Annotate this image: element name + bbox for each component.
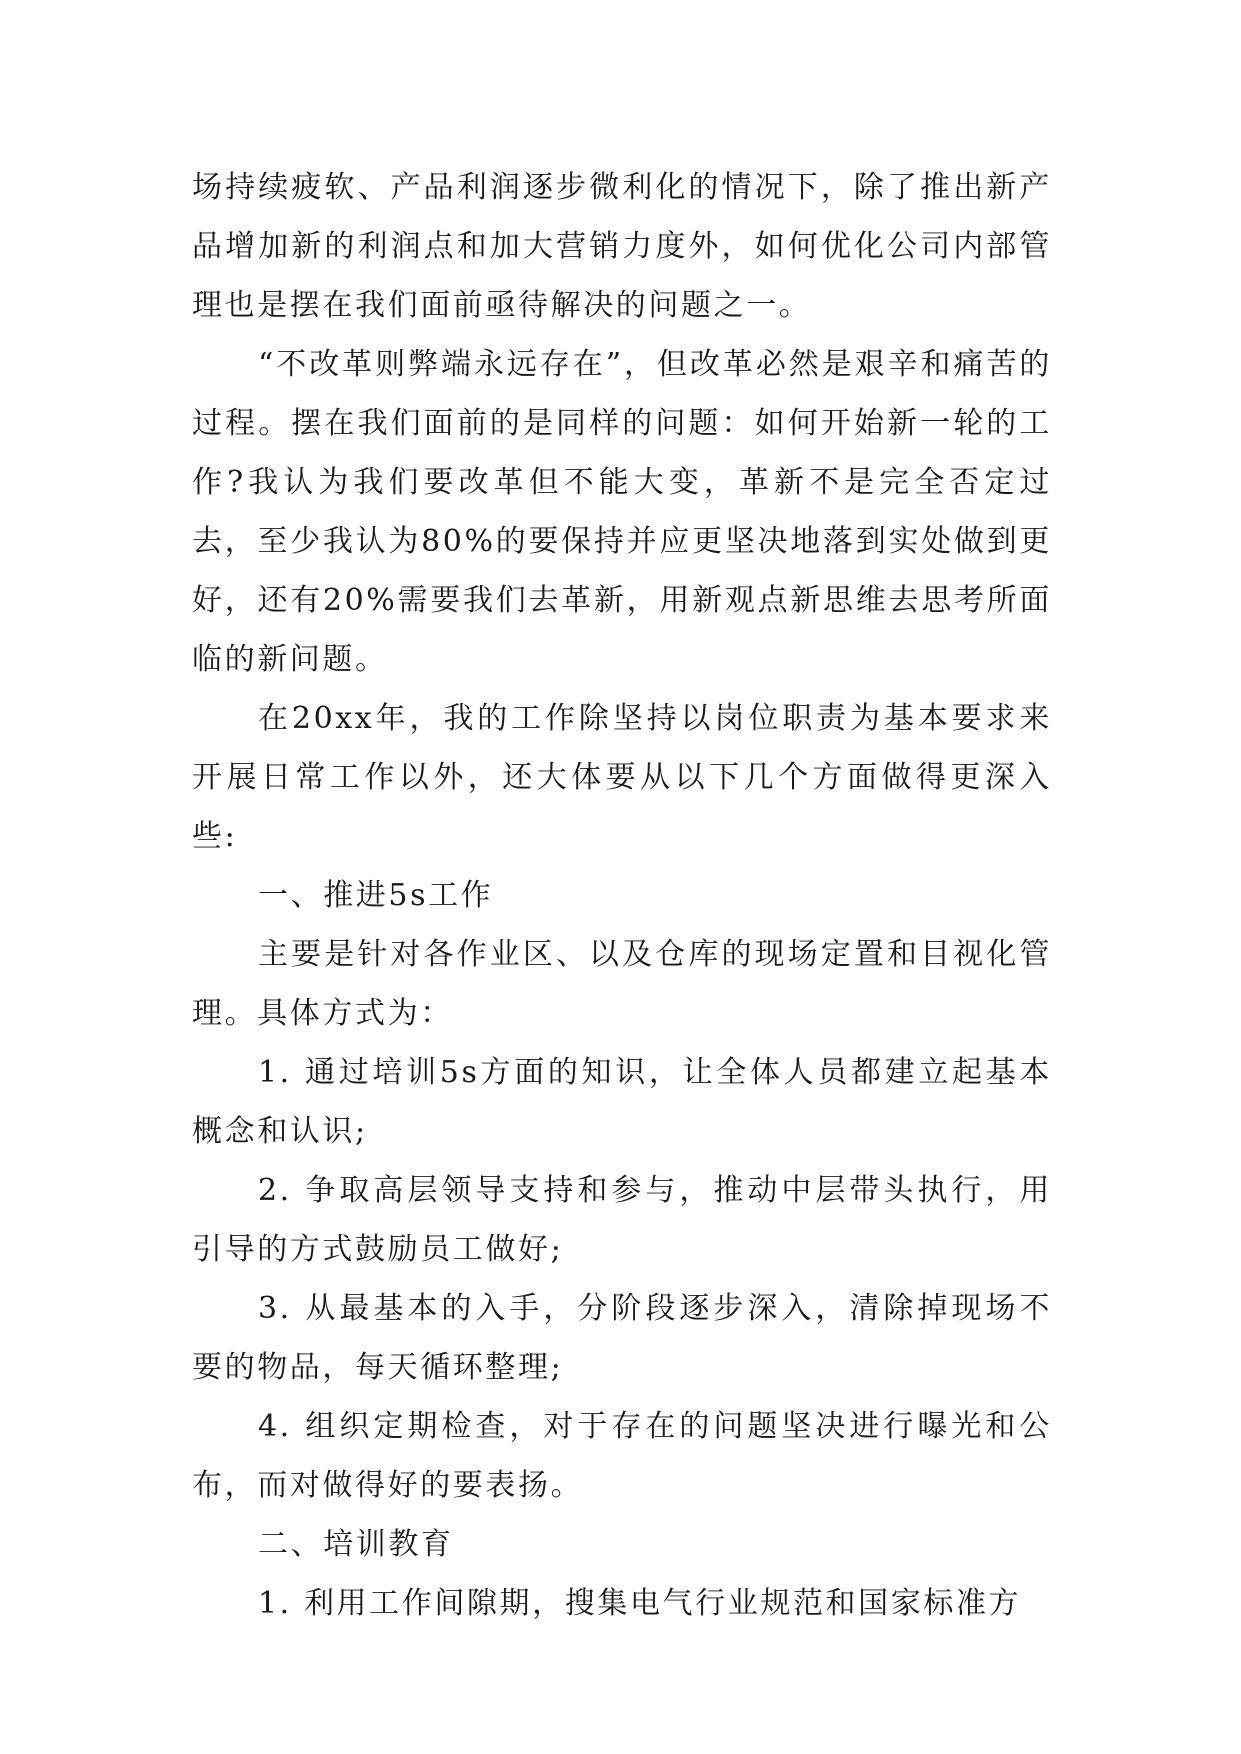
paragraph-4: 主要是针对各作业区、以及仓库的现场定置和目视化管理。具体方式为：	[192, 937, 1052, 1031]
list-item-1: 1. 通过培训5s方面的知识，让全体人员都建立起基本概念和认识;	[192, 1055, 1052, 1149]
section-heading-2: 二、培训教育	[258, 1527, 454, 1562]
paragraph-2: “不改革则弊端永远存在”，但改革必然是艰辛和痛苦的过程。摆在我们面前的是同样的问题：如何开始新一轮的工作?我认为我们要改革但不能大变，革新不是完全否定过去，至少我认为80%的要保持并应更坚决地落到实处做到更好，还有20%需要我们去革新，用新观点新思维去思考所面临的新问题。	[192, 347, 1052, 677]
document-body	[192, 158, 1052, 1633]
paragraph-3: 在20xx年，我的工作除坚持以岗位职责为基本要求来开展日常工作以外，还大体要从以下几个方面做得更深入些:	[192, 701, 1052, 854]
list-item-2: 2. 争取高层领导支持和参与，推动中层带头执行，用引导的方式鼓励员工做好;	[192, 1173, 1052, 1267]
list-item-4: 4. 组织定期检查，对于存在的问题坚决进行曝光和公布，而对做得好的要表扬。	[192, 1409, 1052, 1503]
list-item-5: 1. 利用工作间隙期，搜集电气行业规范和国家标准方	[258, 1586, 1022, 1621]
list-item-3: 3. 从最基本的入手，分阶段逐步深入，清除掉现场不要的物品，每天循环整理;	[192, 1291, 1052, 1385]
section-heading-1: 一、推进5s工作	[258, 878, 494, 913]
paragraph-1: 场持续疲软、产品利润逐步微利化的情况下，除了推出新产品增加新的利润点和加大营销力度外，如何优化公司内部管理也是摆在我们面前亟待解决的问题之一。	[192, 170, 1052, 323]
